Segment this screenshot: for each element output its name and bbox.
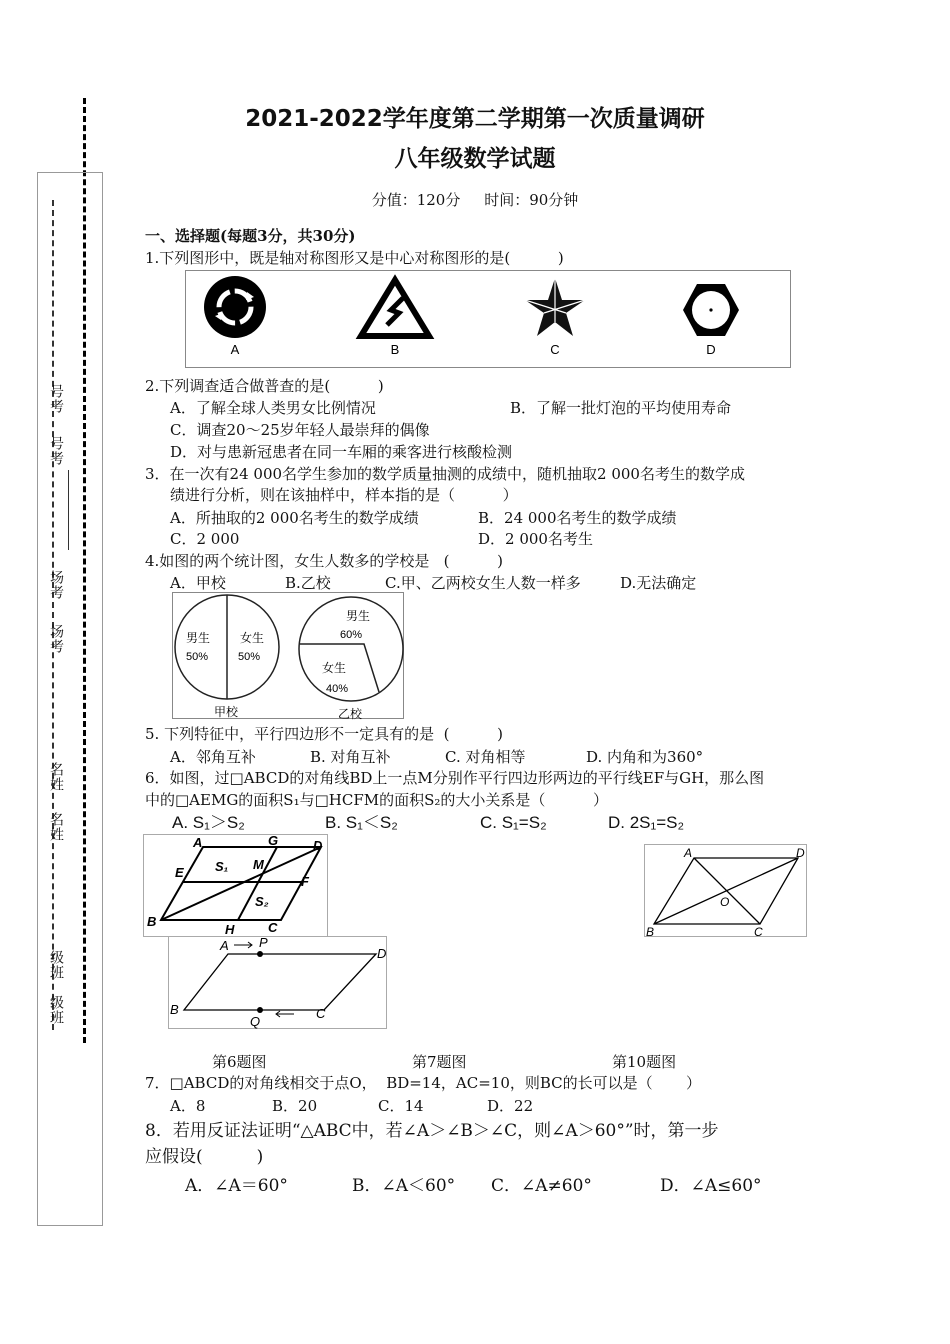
q8-stem-line1: 8．若用反证法证明“△ABC中，若∠A＞∠B＞∠C，则∠A＞60°”时，第一步 (145, 1121, 719, 1141)
binding-label: 场考 (48, 570, 64, 600)
q3-option-b: B．24 000名考生的数学成绩 (478, 509, 677, 527)
q4-pie-charts (172, 592, 404, 720)
q2-option-d: D．对与患新冠患者在同一车厢的乘客进行核酸检测 (170, 443, 513, 461)
svg-text:E: E (175, 865, 184, 880)
q7-option-b: B．20 (272, 1097, 318, 1115)
caption-fig6: 第6题图 (212, 1053, 267, 1071)
q4-option-a: A．甲校 (170, 574, 226, 592)
svg-text:D: D (313, 838, 323, 853)
caption-fig7: 第7题图 (412, 1053, 467, 1071)
q2-stem: 2.下列调查适合做普查的是( ) (145, 377, 384, 395)
figure-q10-parallelogram (644, 844, 808, 938)
pie-yi-boy-pct: 60% (340, 629, 363, 641)
binding-label: 名姓 (48, 762, 64, 792)
binding-strip-solid (68, 470, 69, 550)
svg-text:B: B (147, 914, 157, 929)
q5-option-a: A．邻角互补 (170, 748, 256, 766)
svg-text:B: B (646, 925, 655, 938)
svg-text:S₂: S₂ (255, 894, 269, 909)
q6-option-a: A. S₁＞S₂ (172, 813, 245, 832)
q7-option-d: D．22 (487, 1097, 534, 1115)
pie-yi-girl-pct: 40% (326, 683, 349, 695)
roundabout-sign-icon (204, 276, 266, 338)
svg-text:C: C (316, 1006, 326, 1021)
star-icon (525, 278, 585, 336)
q6-stem-line1: 6．如图，过□ABCD的对角线BD上一点M分别作平行四边形两边的平行线EF与GH，那么图 (145, 769, 765, 787)
svg-text:S₁: S₁ (215, 859, 229, 874)
exam-meta: 分值：120分 时间：90分钟 (371, 191, 579, 209)
q1-label-c: C (550, 342, 560, 357)
pie-jia (175, 595, 279, 719)
binding-label: 号考 (48, 384, 64, 414)
svg-text:C: C (754, 925, 763, 938)
q5-option-c: C. 对角相等 (445, 748, 526, 766)
q3-stem-line2: 绩进行分析，则在该抽样中，样本指的是（ ） (170, 486, 518, 504)
q1-label-b: B (390, 342, 400, 357)
pie-jia-boy-pct: 50% (186, 651, 209, 663)
q1-stem: 1.下列图形中，既是轴对称图形又是中心对称图形的是( ) (145, 249, 564, 267)
pie-yi-caption: 乙校 (338, 707, 363, 720)
pie-yi-girl-label: 女生 (322, 661, 347, 675)
svg-text:D: D (796, 846, 805, 860)
q4-option-d: D.无法确定 (620, 574, 697, 592)
svg-text:F: F (301, 874, 309, 889)
q8-option-c: C．∠A≠60° (491, 1176, 592, 1196)
q6-stem-line2: 中的□AEMG的面积S₁与□HCFM的面积S₂的大小关系是（ ） (145, 791, 609, 809)
q6-option-b: B. S₁＜S₂ (325, 813, 398, 832)
svg-text:D: D (377, 946, 387, 961)
q1-label-a: A (230, 342, 240, 357)
binding-label: 号考 (48, 436, 64, 466)
q7-option-c: C．14 (378, 1097, 424, 1115)
q8-option-d: D．∠A≤60° (660, 1176, 762, 1196)
q4-option-c: C.甲、乙两校女生人数一样多 (385, 574, 581, 592)
q3-option-d: D．2 000名考生 (478, 530, 593, 548)
page-title: 2021-2022学年度第二学期第一次质量调研 (245, 106, 705, 132)
q8-option-a: A．∠A＝60° (185, 1176, 288, 1196)
pie-jia-girl-label: 女生 (240, 631, 265, 645)
svg-text:A: A (193, 835, 203, 850)
svg-text:A: A (220, 938, 229, 953)
hexagon-icon (683, 284, 739, 336)
section-heading: 一、选择题(每题3分，共30分) (145, 227, 356, 245)
q1-label-d: D (706, 342, 716, 357)
binding-label: 场考 (48, 624, 64, 654)
warning-triangle-icon (361, 280, 429, 336)
svg-text:B: B (170, 1002, 179, 1017)
q3-option-c: C．2 000 (170, 530, 240, 548)
q5-option-d: D. 内角和为360° (586, 748, 704, 766)
svg-text:A: A (684, 846, 693, 860)
figure-q6-parallelogram (143, 834, 329, 938)
q8-option-b: B．∠A＜60° (352, 1176, 456, 1196)
q5-stem: 5. 下列特征中，平行四边形不一定具有的是 ( ) (145, 725, 504, 743)
svg-text:C: C (268, 920, 278, 935)
q8-stem-line2: 应假设( ) (145, 1147, 264, 1167)
svg-text:O: O (720, 895, 730, 909)
binding-strip-box (37, 172, 103, 1226)
pie-yi-boy-label: 男生 (346, 609, 371, 623)
q1-figures (185, 270, 791, 368)
binding-label: 级班 (48, 995, 64, 1025)
pie-jia-girl-pct: 50% (238, 651, 261, 663)
q2-option-a: A．了解全球人类男女比例情况 (170, 399, 376, 417)
q3-stem-line1: 3．在一次有24 000名学生参加的数学质量抽测的成绩中，随机抽取2 000名考生的数学成 (145, 465, 745, 483)
svg-text:G: G (268, 834, 279, 848)
svg-text:P: P (259, 936, 268, 950)
q6-option-d: D. 2S₁=S₂ (608, 813, 685, 832)
q7-option-a: A．8 (170, 1097, 206, 1115)
q3-option-a: A．所抽取的2 000名考生的数学成绩 (170, 509, 419, 527)
binding-label: 名姓 (48, 812, 64, 842)
q2-option-b: B．了解一批灯泡的平均使用寿命 (510, 399, 732, 417)
q6-option-c: C. S₁=S₂ (480, 813, 547, 832)
q4-stem: 4.如图的两个统计图，女生人数多的学校是 ( ) (145, 552, 504, 570)
q7-stem: 7．□ABCD的对角线相交于点O， BD=14，AC=10，则BC的长可以是（ ） (145, 1074, 702, 1092)
svg-text:Q: Q (250, 1014, 261, 1029)
pie-yi (299, 597, 403, 720)
page-subtitle: 八年级数学试题 (394, 146, 556, 172)
svg-text:H: H (225, 922, 235, 937)
svg-text:M: M (253, 857, 264, 872)
binding-label: 级班 (48, 950, 64, 980)
binding-strip-dashes (52, 200, 54, 1030)
figure-q7-parallelogram (168, 936, 388, 1030)
caption-fig10: 第10题图 (612, 1053, 677, 1071)
pie-jia-caption: 甲校 (214, 705, 239, 719)
q4-option-b: B.乙校 (285, 574, 331, 592)
q2-option-c: C．调查20～25岁年轻人最崇拜的偶像 (170, 421, 430, 439)
pie-jia-boy-label: 男生 (186, 631, 211, 645)
q5-option-b: B. 对角互补 (310, 748, 391, 766)
